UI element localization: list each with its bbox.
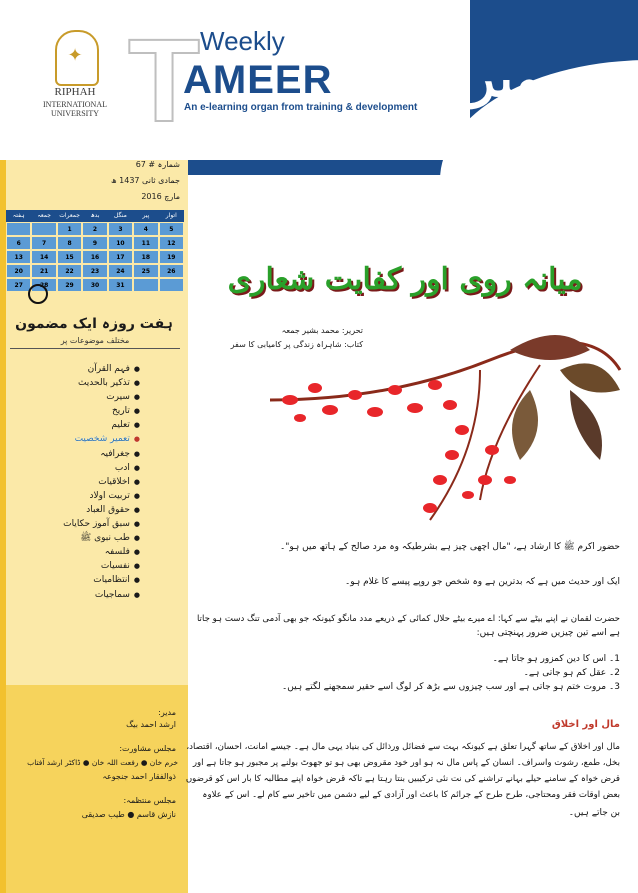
advisory-members-line2: ذوالفقار احمد جنجوعہ [102,772,176,781]
calendar-day: 18 [133,250,158,264]
topic-item[interactable]: ● فہم القرآن [40,362,140,376]
topic-item[interactable]: ● سبق آموز حکایات [40,517,140,531]
point-3: 3۔ مروت ختم ہو جاتی ہے اور سب چیزوں سے بڑھ کر لوگ اسے حقیر سمجھنے لگتے ہیں۔ [282,682,620,692]
topic-list [40,362,140,602]
today-circle-icon [28,284,48,304]
masthead-tagline: An e-learning organ from training & development [184,102,418,113]
calendar-day-header: جمعہ [31,210,56,222]
calendar-day: 8 [57,236,82,250]
section-line-4: بعض اوقات فقر ومحتاجی، طرح طرح کے جرائم کا باعث اور آزادی کے لیے دشمن میں تاخیر سے کام لے۔ اس کے علاوہ [202,790,620,800]
calendar-day: 16 [82,250,107,264]
article-title: میانہ روی اور کفایت شعاری [227,262,583,297]
contents-divider [10,348,180,349]
calendar-day: 31 [108,278,133,292]
masthead-big-letter: T [128,15,201,147]
calendar-day: 9 [82,236,107,250]
paragraph-luqman-line2: ہے اسے تین چیزیں ضرور پہنچتی ہیں: [476,628,620,638]
urdu-masthead-subtitle: ہفت روزہ [540,123,594,137]
calendar-day: 26 [159,264,184,278]
topic-item[interactable]: ● تربیت اولاد [40,489,140,503]
calendar-day: 21 [31,264,56,278]
section-line-2: بخل، طمع، رشوت واسراف۔ انسان کے پاس مال نہ ہو اور خود مقروض بھی ہو تو جھوٹ بولنے پر مجبور ہو جاتا ہے اور [192,758,620,768]
paragraph-luqman-line1: حضرت لقمان نے اپنے بیٹے سے کہا: اے میرے بیٹے حلال کمائی کے ذریعے مدد مانگو کیونکہ جو بھی آدمی تنگ دست ہو جاتا [196,614,620,624]
calendar-day: 6 [6,236,31,250]
management-members: نازش قاسم ● طیب صدیقی [81,810,176,819]
calendar-day: 23 [82,264,107,278]
calendar-day [6,222,31,236]
calendar-day-highlighted: 28 [31,278,56,292]
calendar-day: 25 [133,264,158,278]
calendar-day: 2 [82,222,107,236]
topic-item[interactable]: ● اخلاقیات [40,475,140,489]
topic-item[interactable]: ● تعلیم [40,418,140,432]
issue-gregorian-date: مارچ 2016 [141,192,180,201]
editor-label: مدیر: [158,708,176,717]
calendar-day-header: پیر [133,210,158,222]
topic-item-active[interactable]: ● تعمیر شخصیت [40,432,140,446]
calendar-day: 19 [159,250,184,264]
issue-number: شمارہ # 67 [135,160,180,169]
calendar-week-row [6,250,184,264]
calendar-day: 7 [31,236,56,250]
section-line-5: بن جاتے ہیں۔ [568,808,620,818]
university-logo [20,20,130,125]
calendar-day-header: منگل [108,210,133,222]
topic-item[interactable]: ● حقوق العباد [40,503,140,517]
calendar-day: 29 [57,278,82,292]
calendar-day-header: جمعرات [57,210,82,222]
contents-title: ہفت روزہ ایک مضمون [15,316,173,332]
topic-item[interactable]: ● تاریخ [40,404,140,418]
calendar-day: 11 [133,236,158,250]
calendar-day: 5 [159,222,184,236]
point-1: 1۔ اس کا دین کمزور ہو جاتا ہے۔ [492,654,620,664]
calendar-day: 30 [82,278,107,292]
calendar-day: 4 [133,222,158,236]
calendar-week-row [6,222,184,236]
calendar-day: 22 [57,264,82,278]
masthead-weekly: Weekly [200,26,285,56]
contents-subtitle: مختلف موضوعات پر [60,336,130,345]
editor-name: ارشد احمد بیگ [126,720,176,729]
berry-branch-image [230,330,630,530]
calendar-day: 15 [57,250,82,264]
management-label: مجلس منتظمہ: [123,796,176,805]
calendar-day [133,278,158,292]
logo-name: RIPHAH [54,86,96,98]
advisory-label: مجلس مشاورت: [119,744,176,753]
calendar-day [159,278,184,292]
calendar-day: 20 [6,264,31,278]
logo-line2: INTERNATIONAL [43,100,107,109]
section-line-3: قرض خواہ کے سامنے حیلے بہانے تراشنے کی نت نئی ترکیبیں بنتا رہتا ہے تاکہ قرض خواہ اپنے مطالبہ کا بار اس کو قرضوں [185,774,620,784]
topic-item[interactable]: ● انتظامیات [40,573,140,587]
calendar-day-header: ہفتہ [6,210,31,222]
topic-item[interactable]: ● سماجیات [40,588,140,602]
topic-item[interactable]: ● ادب [40,461,140,475]
calendar-day-header: اتوار [159,210,184,222]
section-line-1: مال اور اخلاق کے ساتھ گہرا تعلق ہے کیونکہ بہت سے فضائل ورذائل کی بنیاد یہی مال ہے۔ جیسے امانت، احسان، اقتصاد، [186,742,620,752]
masthead-title: AMEER [183,58,333,102]
urdu-masthead-title: تعمیر [470,48,585,109]
calendar-day: 27 [6,278,31,292]
calendar-day: 17 [108,250,133,264]
topic-item[interactable]: ● جغرافیہ [40,447,140,461]
calendar-day: 3 [108,222,133,236]
section-heading: مال اور اخلاق [551,719,620,730]
paragraph-hadith-2: ایک اور حدیث میں ہے کہ بدترین ہے وہ شخص جو روپے پیسے کا غلام ہو۔ [345,577,620,587]
paragraph-hadith-1: حضور اکرم ﷺ کا ارشاد ہے، "مال اچھی چیز ہے بشرطیکہ وہ مرد صالح کے ہاتھ میں ہو"۔ [279,542,620,552]
logo-bird-icon: ✦ [67,45,83,66]
topic-item[interactable]: ● فلسفہ [40,545,140,559]
issue-hijri-date: جمادی ثانی 1437 ھ [111,176,180,185]
calendar-day: 10 [108,236,133,250]
calendar-week-row [6,264,184,278]
calendar-day: 12 [159,236,184,250]
calendar-day: 1 [57,222,82,236]
calendar-day: 13 [6,250,31,264]
calendar-day [31,222,56,236]
point-2: 2۔ عقل کم ہو جاتی ہے۔ [523,668,620,678]
topic-item[interactable]: ● سیرت [40,390,140,404]
calendar-header-row [6,210,184,222]
topic-item[interactable]: ● نفسیات [40,559,140,573]
topic-item[interactable]: ● طب نبوی ﷺ [40,531,140,545]
article-byline: تحریر: محمد بشیر جمعہ [281,326,363,335]
calendar-day: 24 [108,264,133,278]
calendar-week-row [6,236,184,250]
advisory-members-line1: خرم خان ● رفعت اللہ خان ● ڈاکٹر ارشد آفتاب [27,758,178,767]
calendar-day: 14 [31,250,56,264]
logo-line3: UNIVERSITY [51,109,99,118]
topic-item[interactable]: ● تذکیر بالحدیث [40,376,140,390]
article-book: کتاب: شاہراہ زندگی پر کامیابی کا سفر [230,340,363,349]
calendar-day-header: بدھ [82,210,107,222]
